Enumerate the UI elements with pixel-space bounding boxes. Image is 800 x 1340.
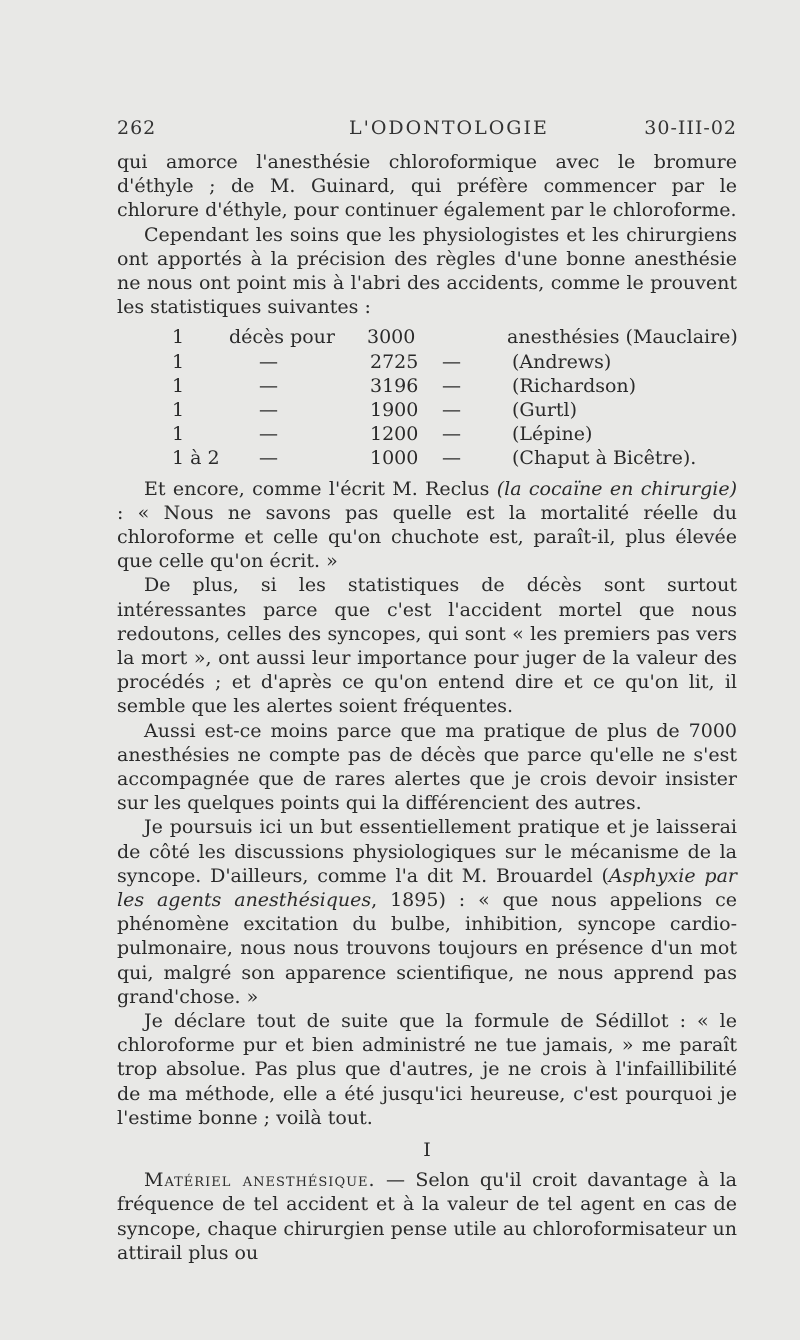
statistics-table (117, 325, 737, 470)
brouardel-text-after: , 1895) : « que nous appelions ce phénomène excitation du bulbe, inhibition, syncope cardio-pulmonaire, nous nous trouvons toujours en présence d'un mot qui, malgré son apparence scientifique, ne nous apprend pas grand'chose. » (117, 889, 737, 1008)
stat-unit-source (507, 325, 738, 349)
stat-count: 1 (172, 374, 185, 397)
section-number: I (423, 1139, 431, 1162)
stat-label: décès pour (229, 326, 336, 349)
stat-number: 1200 (370, 423, 419, 446)
stat-label: — (259, 350, 278, 373)
statistics-row (117, 398, 737, 422)
stat-unit: — (442, 423, 461, 446)
page-number: 262 (117, 117, 157, 139)
stat-label: — (259, 374, 278, 397)
running-title: L'ODONTOLOGIE (349, 117, 549, 139)
paragraph-accidents: Cependant les soins que les physiologistes et les chirurgiens ont apportés à la précision des règles d'une bonne anesthésie ne nous ont point mis à l'abri des accidents, comme le prouvent les statistiques suivantes : (117, 223, 737, 319)
stat-label: — (259, 447, 278, 470)
brouardel-citation: Asphyxie par les agents anesthésiques (117, 864, 737, 911)
stat-unit: — (442, 398, 461, 421)
paragraph-reclus (117, 477, 737, 574)
stat-unit: — (442, 447, 461, 470)
stat-count: 1 (172, 398, 185, 421)
stat-unit: anesthésies (507, 326, 620, 349)
stat-number: 1900 (370, 398, 419, 421)
stat-source: (Lépine) (512, 423, 593, 446)
stat-unit: — (442, 350, 461, 373)
stat-count: 1 (172, 326, 185, 349)
stat-source: (Andrews) (512, 350, 612, 373)
running-header (117, 117, 737, 141)
paragraph-brouardel (117, 815, 737, 1009)
stat-source: (Richardson) (512, 374, 637, 397)
statistics-row (117, 422, 737, 446)
stat-number: 2725 (370, 350, 419, 373)
stat-source: (Mauclaire) (625, 326, 738, 349)
paragraph-syncopes: De plus, si les statistiques de décès sont surtout intéressantes parce que c'est l'accident mortel que nous redoutons, celles des syncopes, qui sont « les premiers pas vers la mort », ont aussi leur importance pour juger de la valeur des procédés ; et d'après ce qu'on entend dire et ce qu'on lit, il semble que les alertes soient fréquentes. (117, 574, 737, 718)
stat-count: 1 (172, 423, 185, 446)
stat-source: (Gurtl) (512, 398, 578, 421)
reclus-citation: (la cocaïne en chirurgie) (496, 477, 737, 500)
stat-unit: — (442, 374, 461, 397)
stat-label: — (259, 398, 278, 421)
statistics-row (117, 374, 737, 398)
brouardel-text-before: Je poursuis ici un but essentiellement pratique et je laisserai de côté les discussions physiologiques sur le mécanisme de la syncope. D'ailleurs, comme l'a dit M. Brouardel ( (117, 816, 737, 887)
issue-date: 30-III-02 (644, 117, 737, 139)
stat-label: — (259, 423, 278, 446)
paragraph-materiel (117, 1168, 737, 1265)
paragraph-pratique: Aussi est-ce moins parce que ma pratique de plus de 7000 anesthésies ne compte pas de décès que parce qu'elle ne s'est accompagnée que de rares alertes que je crois devoir insister sur les quelques points qui la différencient des autres. (117, 719, 737, 815)
reclus-text-before: Et encore, comme l'écrit M. Reclus (144, 477, 497, 500)
body-text (117, 150, 737, 1265)
statistics-row (117, 446, 737, 470)
paragraph-continuation: qui amorce l'anesthésie chloroformique avec le bromure d'éthyle ; de M. Guinard, qui préfère commencer par le chlorure d'éthyle, pour continuer également par le chloroforme. (117, 151, 737, 222)
stat-number: 3196 (370, 374, 419, 397)
reclus-text-after: : « Nous ne savons pas quelle est la mortalité réelle du chloroforme et celle qu'on chuchote est, paraît-il, plus élevée que celle qu'on écrit. » (117, 501, 737, 573)
paragraph-sedillot: Je déclare tout de suite que la formule de Sédillot : « le chloroforme pur et bien administré ne tue jamais, » me paraît trop absolue. Pas plus que d'autres, je ne crois à l'infaillibilité de ma méthode, elle a été jusqu'ici heureuse, c'est pourquoi je l'estime bonne ; voilà tout. (117, 1010, 737, 1129)
section-title: Matériel anesthésique. (144, 1169, 376, 1192)
section-text: — Selon qu'il croit davantage à la fréquence de tel accident et à la valeur de tel agent en cas de syncope, chaque chirurgien pense utile au chloroformisateur un attirail plus ou (117, 1169, 737, 1264)
statistics-row (117, 325, 737, 349)
stat-source: (Chaput à Bicêtre). (512, 447, 697, 470)
stat-count: 1 (172, 350, 185, 373)
stat-count: 1 à 2 (172, 447, 220, 470)
stat-number: 1000 (370, 447, 419, 470)
stat-number: 3000 (367, 326, 416, 349)
statistics-row (117, 350, 737, 374)
